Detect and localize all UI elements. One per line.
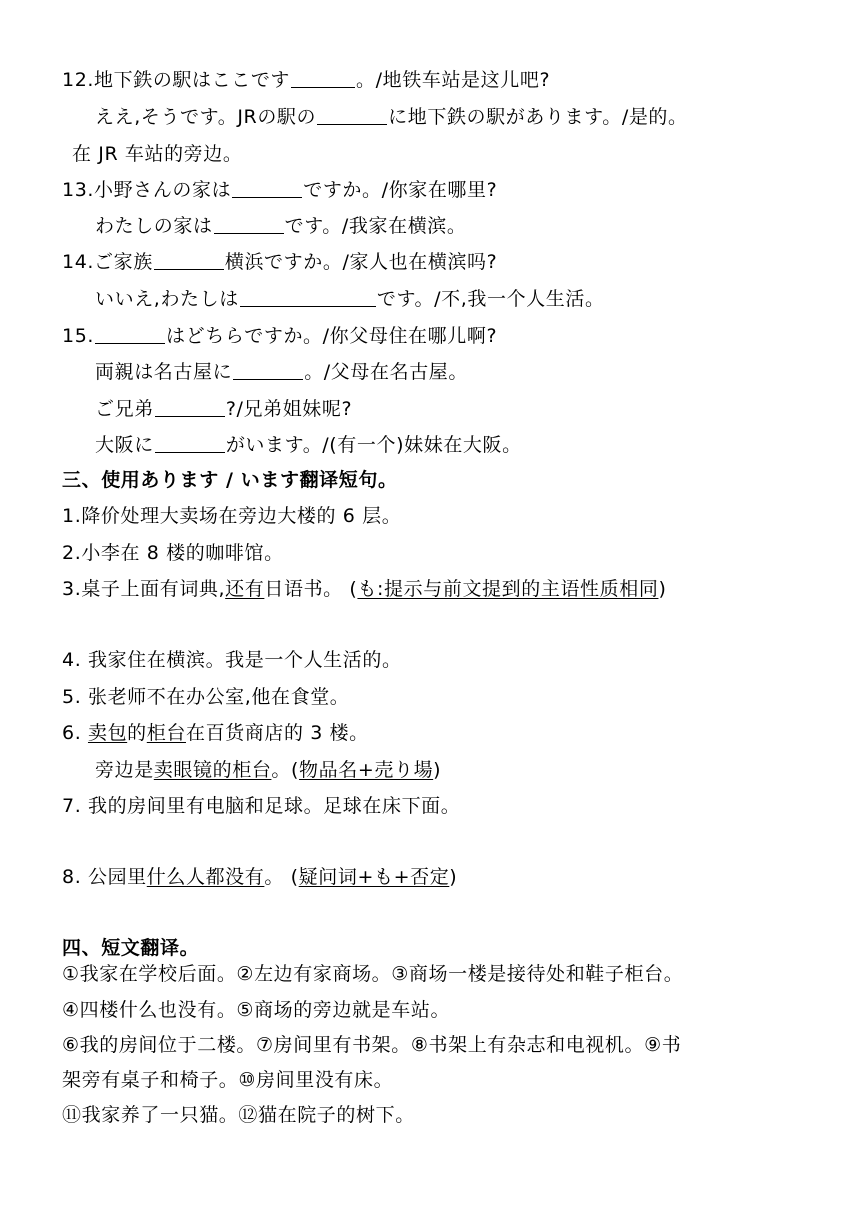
passage-line-3: ⑥我的房间位于二楼。⑦房间里有书架。⑧书架上有杂志和电视机。⑨书	[62, 1034, 682, 1056]
q13-number: 13.	[62, 179, 95, 201]
q13-line-1: 13.小野さんの家は ですか。/你家在哪里?	[62, 179, 498, 201]
grammar-hint: 物品名+売り場	[299, 759, 434, 781]
passage-line-5: ⑪我家养了一只猫。⑫猫在院子的树下。	[62, 1104, 415, 1126]
q14-blank-1[interactable]	[154, 249, 224, 270]
underlined-phrase: 还有	[225, 578, 265, 600]
q15-blank-4[interactable]	[155, 432, 225, 453]
q15-blank-2[interactable]	[233, 359, 303, 380]
q15-line-1: 15. はどちらですか。/你父母住在哪儿啊?	[62, 325, 498, 347]
s3-sentence-4: 4. 我家住在横滨。我是一个人生活的。	[62, 649, 402, 671]
section-3-title: 三、使用あります / います翻译短句。	[62, 469, 398, 491]
q15-line-4: 大阪に がいます。/(有一个)妹妹在大阪。	[95, 434, 522, 456]
q14-line-1: 14.ご家族 横浜ですか。/家人也在横滨吗?	[62, 251, 498, 273]
grammar-hint: も:提示与前文提到的主语性质相同	[357, 578, 659, 600]
q15-blank-1[interactable]	[95, 323, 165, 344]
s3-sentence-8: 8. 公园里什么人都没有。 (疑问词+も+否定)	[62, 866, 458, 888]
s3-sentence-6: 6. 卖包的柜台在百货商店的 3 楼。	[62, 722, 369, 744]
s3-sentence-7: 7. 我的房间里有电脑和足球。足球在床下面。	[62, 795, 461, 817]
q14-blank-2[interactable]	[240, 286, 376, 307]
passage-line-1: ①我家在学校后面。②左边有家商场。③商场一楼是接待处和鞋子柜台。	[62, 963, 684, 985]
s3-sentence-6-line-2: 旁边是卖眼镜的柜台。(物品名+売り場)	[95, 759, 442, 781]
q12-line-1: 12.地下鉄の駅はここです 。/地铁车站是这儿吧?	[62, 69, 551, 91]
q15-line-2: 両親は名古屋に 。/父母在名古屋。	[95, 361, 469, 383]
q14-line-2: いいえ,わたしは です。/不,我一个人生活。	[95, 288, 605, 310]
q12-line-3: 在 JR 车站的旁边。	[72, 143, 243, 165]
s3-sentence-2: 2.小李在 8 楼的咖啡馆。	[62, 542, 284, 564]
q15-blank-3[interactable]	[155, 396, 225, 417]
q14-number: 14.	[62, 251, 95, 273]
passage-line-4: 架旁有桌子和椅子。⑩房间里没有床。	[62, 1069, 394, 1091]
passage-line-2: ④四楼什么也没有。⑤商场的旁边就是车站。	[62, 999, 451, 1021]
grammar-hint: 疑问词+も+否定	[298, 866, 450, 888]
q15-line-3: ご兄弟 ?/兄弟姐妹呢?	[95, 398, 353, 420]
s3-sentence-1: 1.降价处理大卖场在旁边大楼的 6 层。	[62, 505, 402, 527]
q13-blank-1[interactable]	[232, 177, 302, 198]
q13-line-2: わたしの家は です。/我家在横滨。	[95, 215, 467, 237]
q12-blank-1[interactable]	[291, 67, 355, 88]
section-4-title: 四、短文翻译。	[62, 937, 200, 959]
q15-number: 15.	[62, 325, 95, 347]
q12-blank-2[interactable]	[317, 104, 387, 125]
q13-blank-2[interactable]	[214, 213, 284, 234]
underlined-phrase: 卖包	[87, 722, 128, 744]
s3-sentence-5: 5. 张老师不在办公室,他在食堂。	[62, 686, 350, 708]
q12-number: 12.	[62, 69, 95, 91]
underlined-phrase: 卖眼镜的柜台	[153, 759, 272, 781]
underlined-phrase: 什么人都没有	[146, 866, 265, 888]
q12-line-2: ええ,そうです。JRの駅の に地下鉄の駅があります。/是的。	[95, 106, 688, 128]
underlined-phrase: 柜台	[146, 722, 186, 744]
s3-sentence-3: 3.桌子上面有词典,还有日语书。 (も:提示与前文提到的主语性质相同)	[62, 578, 667, 600]
